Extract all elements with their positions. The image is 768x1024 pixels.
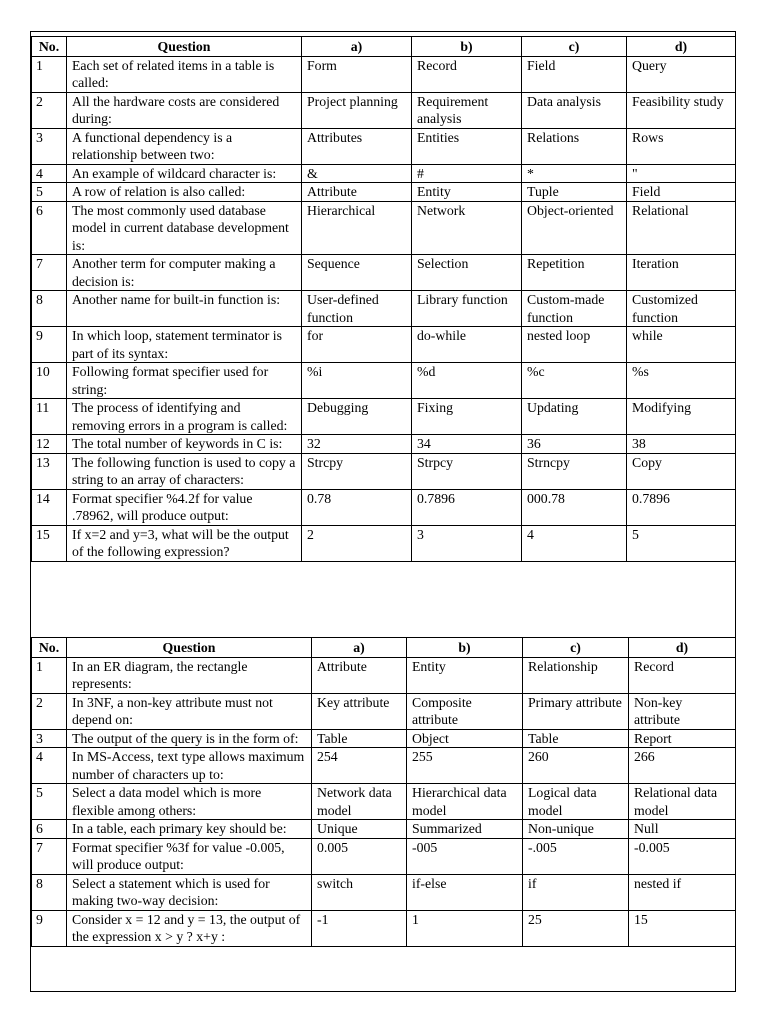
option-b: Entities bbox=[412, 128, 522, 164]
table-row bbox=[32, 201, 736, 255]
option-c: * bbox=[522, 164, 627, 183]
table-row bbox=[32, 729, 736, 748]
option-d: 38 bbox=[627, 435, 736, 454]
question-number: 4 bbox=[32, 748, 67, 784]
option-a: & bbox=[302, 164, 412, 183]
option-d: %s bbox=[627, 363, 736, 399]
option-c: Strncpy bbox=[522, 453, 627, 489]
option-c: Relationship bbox=[523, 657, 629, 693]
option-b: Network bbox=[412, 201, 522, 255]
option-a: Form bbox=[302, 56, 412, 92]
option-b: 3 bbox=[412, 525, 522, 561]
question-text: The most commonly used database model in current database development is: bbox=[67, 201, 302, 255]
option-c: Tuple bbox=[522, 183, 627, 202]
col-header-b: b) bbox=[412, 37, 522, 57]
table-row bbox=[32, 453, 736, 489]
table-row bbox=[32, 399, 736, 435]
table-row bbox=[32, 910, 736, 946]
table-body-2 bbox=[32, 657, 736, 946]
question-number: 5 bbox=[32, 183, 67, 202]
option-d: Rows bbox=[627, 128, 736, 164]
option-b: Composite attribute bbox=[407, 693, 523, 729]
option-a: -1 bbox=[312, 910, 407, 946]
option-b: # bbox=[412, 164, 522, 183]
table-row bbox=[32, 363, 736, 399]
question-text: The process of identifying and removing errors in a program is called: bbox=[67, 399, 302, 435]
question-number: 3 bbox=[32, 128, 67, 164]
option-c: if bbox=[523, 874, 629, 910]
mcq-table-1 bbox=[31, 36, 736, 562]
option-c: nested loop bbox=[522, 327, 627, 363]
option-b: do-while bbox=[412, 327, 522, 363]
table-header-row bbox=[32, 638, 736, 658]
option-b: 34 bbox=[412, 435, 522, 454]
question-text: If x=2 and y=3, what will be the output of the following expression? bbox=[67, 525, 302, 561]
table-body-1 bbox=[32, 56, 736, 561]
option-d: -0.005 bbox=[629, 838, 736, 874]
option-c: 25 bbox=[523, 910, 629, 946]
option-d: Field bbox=[627, 183, 736, 202]
option-a: Sequence bbox=[302, 255, 412, 291]
option-b: 1 bbox=[407, 910, 523, 946]
question-number: 8 bbox=[32, 291, 67, 327]
mcq-table-2 bbox=[31, 637, 736, 947]
question-number: 12 bbox=[32, 435, 67, 454]
question-number: 11 bbox=[32, 399, 67, 435]
option-d: Query bbox=[627, 56, 736, 92]
question-text: Consider x = 12 and y = 13, the output of the expression x > y ? x+y : bbox=[67, 910, 312, 946]
option-a: Key attribute bbox=[312, 693, 407, 729]
table-row bbox=[32, 92, 736, 128]
table-row bbox=[32, 56, 736, 92]
option-a: 32 bbox=[302, 435, 412, 454]
col-header-c: c) bbox=[522, 37, 627, 57]
table-row bbox=[32, 327, 736, 363]
col-header-b: b) bbox=[407, 638, 523, 658]
option-d: Null bbox=[629, 820, 736, 839]
table-row bbox=[32, 183, 736, 202]
question-text: In which loop, statement terminator is part of its syntax: bbox=[67, 327, 302, 363]
option-b: Strpcy bbox=[412, 453, 522, 489]
option-b: Selection bbox=[412, 255, 522, 291]
option-d: Non-key attribute bbox=[629, 693, 736, 729]
option-c: Data analysis bbox=[522, 92, 627, 128]
question-number: 7 bbox=[32, 838, 67, 874]
option-c: -.005 bbox=[523, 838, 629, 874]
question-text: Following format specifier used for string: bbox=[67, 363, 302, 399]
question-text: In an ER diagram, the rectangle represents: bbox=[67, 657, 312, 693]
col-header-question: Question bbox=[67, 638, 312, 658]
question-number: 7 bbox=[32, 255, 67, 291]
option-c: 000.78 bbox=[522, 489, 627, 525]
option-d: Relational data model bbox=[629, 784, 736, 820]
col-header-question: Question bbox=[67, 37, 302, 57]
table-row bbox=[32, 525, 736, 561]
table-row bbox=[32, 838, 736, 874]
question-number: 9 bbox=[32, 910, 67, 946]
option-d: Copy bbox=[627, 453, 736, 489]
question-text: Select a data model which is more flexible among others: bbox=[67, 784, 312, 820]
option-d: 5 bbox=[627, 525, 736, 561]
question-text: The total number of keywords in C is: bbox=[67, 435, 302, 454]
question-text: Select a statement which is used for making two-way decision: bbox=[67, 874, 312, 910]
option-b: Summarized bbox=[407, 820, 523, 839]
table-row bbox=[32, 255, 736, 291]
option-d: Record bbox=[629, 657, 736, 693]
option-a: User-defined function bbox=[302, 291, 412, 327]
option-a: Attributes bbox=[302, 128, 412, 164]
table-row bbox=[32, 820, 736, 839]
col-header-d: d) bbox=[629, 638, 736, 658]
table-row bbox=[32, 748, 736, 784]
question-number: 3 bbox=[32, 729, 67, 748]
option-a: Network data model bbox=[312, 784, 407, 820]
option-d: Iteration bbox=[627, 255, 736, 291]
option-b: Requirement analysis bbox=[412, 92, 522, 128]
option-a: Table bbox=[312, 729, 407, 748]
question-text: In 3NF, a non-key attribute must not depend on: bbox=[67, 693, 312, 729]
option-c: Object-oriented bbox=[522, 201, 627, 255]
question-text: The output of the query is in the form of: bbox=[67, 729, 312, 748]
option-c: 260 bbox=[523, 748, 629, 784]
question-number: 6 bbox=[32, 820, 67, 839]
option-a: Project planning bbox=[302, 92, 412, 128]
option-c: 4 bbox=[522, 525, 627, 561]
question-number: 14 bbox=[32, 489, 67, 525]
table-row bbox=[32, 657, 736, 693]
option-a: switch bbox=[312, 874, 407, 910]
question-number: 8 bbox=[32, 874, 67, 910]
table-row bbox=[32, 693, 736, 729]
question-number: 2 bbox=[32, 92, 67, 128]
option-b: %d bbox=[412, 363, 522, 399]
question-number: 2 bbox=[32, 693, 67, 729]
option-a: 0.005 bbox=[312, 838, 407, 874]
question-text: Format specifier %3f for value -0.005, will produce output: bbox=[67, 838, 312, 874]
option-a: Attribute bbox=[312, 657, 407, 693]
table-row bbox=[32, 164, 736, 183]
question-text: Format specifier %4.2f for value .78962, will produce output: bbox=[67, 489, 302, 525]
option-d: 266 bbox=[629, 748, 736, 784]
option-d: nested if bbox=[629, 874, 736, 910]
option-a: Hierarchical bbox=[302, 201, 412, 255]
option-c: Field bbox=[522, 56, 627, 92]
option-c: Relations bbox=[522, 128, 627, 164]
col-header-no: No. bbox=[32, 37, 67, 57]
option-b: Hierarchical data model bbox=[407, 784, 523, 820]
question-number: 6 bbox=[32, 201, 67, 255]
table-row bbox=[32, 784, 736, 820]
option-d: Relational bbox=[627, 201, 736, 255]
option-b: Entity bbox=[407, 657, 523, 693]
option-a: Attribute bbox=[302, 183, 412, 202]
question-number: 10 bbox=[32, 363, 67, 399]
table-header-row bbox=[32, 37, 736, 57]
col-header-d: d) bbox=[627, 37, 736, 57]
option-d: while bbox=[627, 327, 736, 363]
question-text: A functional dependency is a relationship between two: bbox=[67, 128, 302, 164]
question-text: All the hardware costs are considered during: bbox=[67, 92, 302, 128]
option-d: " bbox=[627, 164, 736, 183]
question-number: 1 bbox=[32, 56, 67, 92]
option-c: Custom-made function bbox=[522, 291, 627, 327]
question-text: A row of relation is also called: bbox=[67, 183, 302, 202]
question-number: 9 bbox=[32, 327, 67, 363]
option-a: 2 bbox=[302, 525, 412, 561]
col-header-no: No. bbox=[32, 638, 67, 658]
table-row bbox=[32, 435, 736, 454]
option-b: Record bbox=[412, 56, 522, 92]
option-a: Strcpy bbox=[302, 453, 412, 489]
option-c: Updating bbox=[522, 399, 627, 435]
col-header-a: a) bbox=[302, 37, 412, 57]
option-b: Entity bbox=[412, 183, 522, 202]
option-b: Object bbox=[407, 729, 523, 748]
table-row bbox=[32, 489, 736, 525]
option-c: Logical data model bbox=[523, 784, 629, 820]
question-number: 1 bbox=[32, 657, 67, 693]
option-c: Non-unique bbox=[523, 820, 629, 839]
question-text: Each set of related items in a table is called: bbox=[67, 56, 302, 92]
question-number: 15 bbox=[32, 525, 67, 561]
option-c: %c bbox=[522, 363, 627, 399]
question-text: An example of wildcard character is: bbox=[67, 164, 302, 183]
question-text: The following function is used to copy a string to an array of characters: bbox=[67, 453, 302, 489]
table-row bbox=[32, 291, 736, 327]
option-b: 0.7896 bbox=[412, 489, 522, 525]
option-d: 0.7896 bbox=[627, 489, 736, 525]
option-a: Debugging bbox=[302, 399, 412, 435]
question-text: Another term for computer making a decision is: bbox=[67, 255, 302, 291]
option-d: 15 bbox=[629, 910, 736, 946]
option-d: Modifying bbox=[627, 399, 736, 435]
option-b: 255 bbox=[407, 748, 523, 784]
option-b: Library function bbox=[412, 291, 522, 327]
question-text: In a table, each primary key should be: bbox=[67, 820, 312, 839]
option-b: if-else bbox=[407, 874, 523, 910]
option-a: 254 bbox=[312, 748, 407, 784]
option-b: -005 bbox=[407, 838, 523, 874]
col-header-a: a) bbox=[312, 638, 407, 658]
question-text: Another name for built-in function is: bbox=[67, 291, 302, 327]
option-d: Report bbox=[629, 729, 736, 748]
table-row bbox=[32, 128, 736, 164]
col-header-c: c) bbox=[523, 638, 629, 658]
option-a: 0.78 bbox=[302, 489, 412, 525]
option-b: Fixing bbox=[412, 399, 522, 435]
question-text: In MS-Access, text type allows maximum number of characters up to: bbox=[67, 748, 312, 784]
option-a: Unique bbox=[312, 820, 407, 839]
option-d: Customized function bbox=[627, 291, 736, 327]
question-number: 4 bbox=[32, 164, 67, 183]
option-d: Feasibility study bbox=[627, 92, 736, 128]
option-c: Primary attribute bbox=[523, 693, 629, 729]
option-a: for bbox=[302, 327, 412, 363]
question-number: 13 bbox=[32, 453, 67, 489]
question-number: 5 bbox=[32, 784, 67, 820]
option-c: Table bbox=[523, 729, 629, 748]
option-a: %i bbox=[302, 363, 412, 399]
table-row bbox=[32, 874, 736, 910]
option-c: Repetition bbox=[522, 255, 627, 291]
option-c: 36 bbox=[522, 435, 627, 454]
